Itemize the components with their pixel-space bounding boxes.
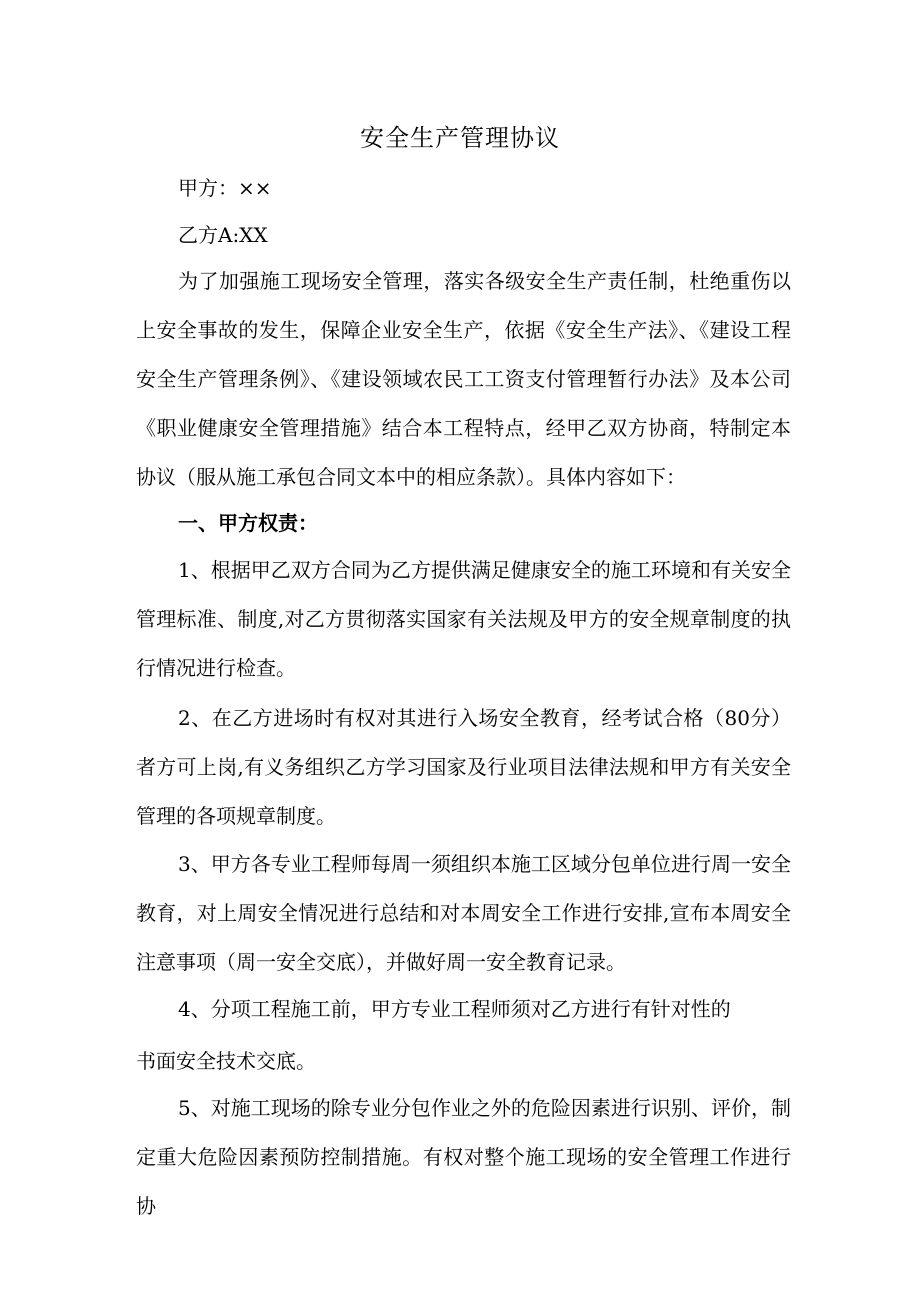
- clause-3: 3、甲方各专业工程师每周一须组织本施工区域分包单位进行周一安全教育，对上周安全情况进行总结和对本周安全工作进行安排,宣布本周安全注意事项（周一安全交底），并做好周一安全教育记录。: [136, 852, 791, 974]
- clause-4-line-2: 书面安全技术交底。: [136, 1049, 316, 1073]
- clause-5: 5、对施工现场的除专业分包作业之外的危险因素进行识别、评价，制定重大危险因素预防控制措施。有权对整个施工现场的安全管理工作进行协: [136, 1096, 791, 1218]
- clause-4-line-1: 4、分项工程施工前，甲方专业工程师须对乙方进行有针对性的: [178, 997, 731, 1021]
- document-title: 安全生产管理协议: [360, 124, 560, 152]
- clause-1: 1、根据甲乙双方合同为乙方提供满足健康安全的施工环境和有关安全管理标准、制度,对乙方贯彻落实国家有关法规及甲方的安全规章制度的执行情况进行检查。: [136, 558, 791, 680]
- section-1-heading: 一、甲方权责：: [178, 511, 318, 535]
- party-b-line: 乙方A:XX: [178, 223, 268, 247]
- clause-2: 2、在乙方进场时有权对其进行入场安全教育，经考试合格（80分）者方可上岗,有义务组织乙方学习国家及行业项目法律法规和甲方有关安全管理的各项规章制度。: [136, 706, 791, 828]
- intro-paragraph: 为了加强施工现场安全管理，落实各级安全生产责任制，杜绝重伤以上安全事故的发生，保障企业安全生产，依据《安全生产法》、《建设工程安全生产管理条例》、《建设领域农民工工资支付管理暂行办法》及本公司《职业健康安全管理措施》结合本工程特点，经甲乙双方协商，特制定本协议（服从施工承包合同文本中的相应条款）。具体内容如下：: [136, 269, 791, 489]
- party-a-line: 甲方：××: [178, 176, 272, 200]
